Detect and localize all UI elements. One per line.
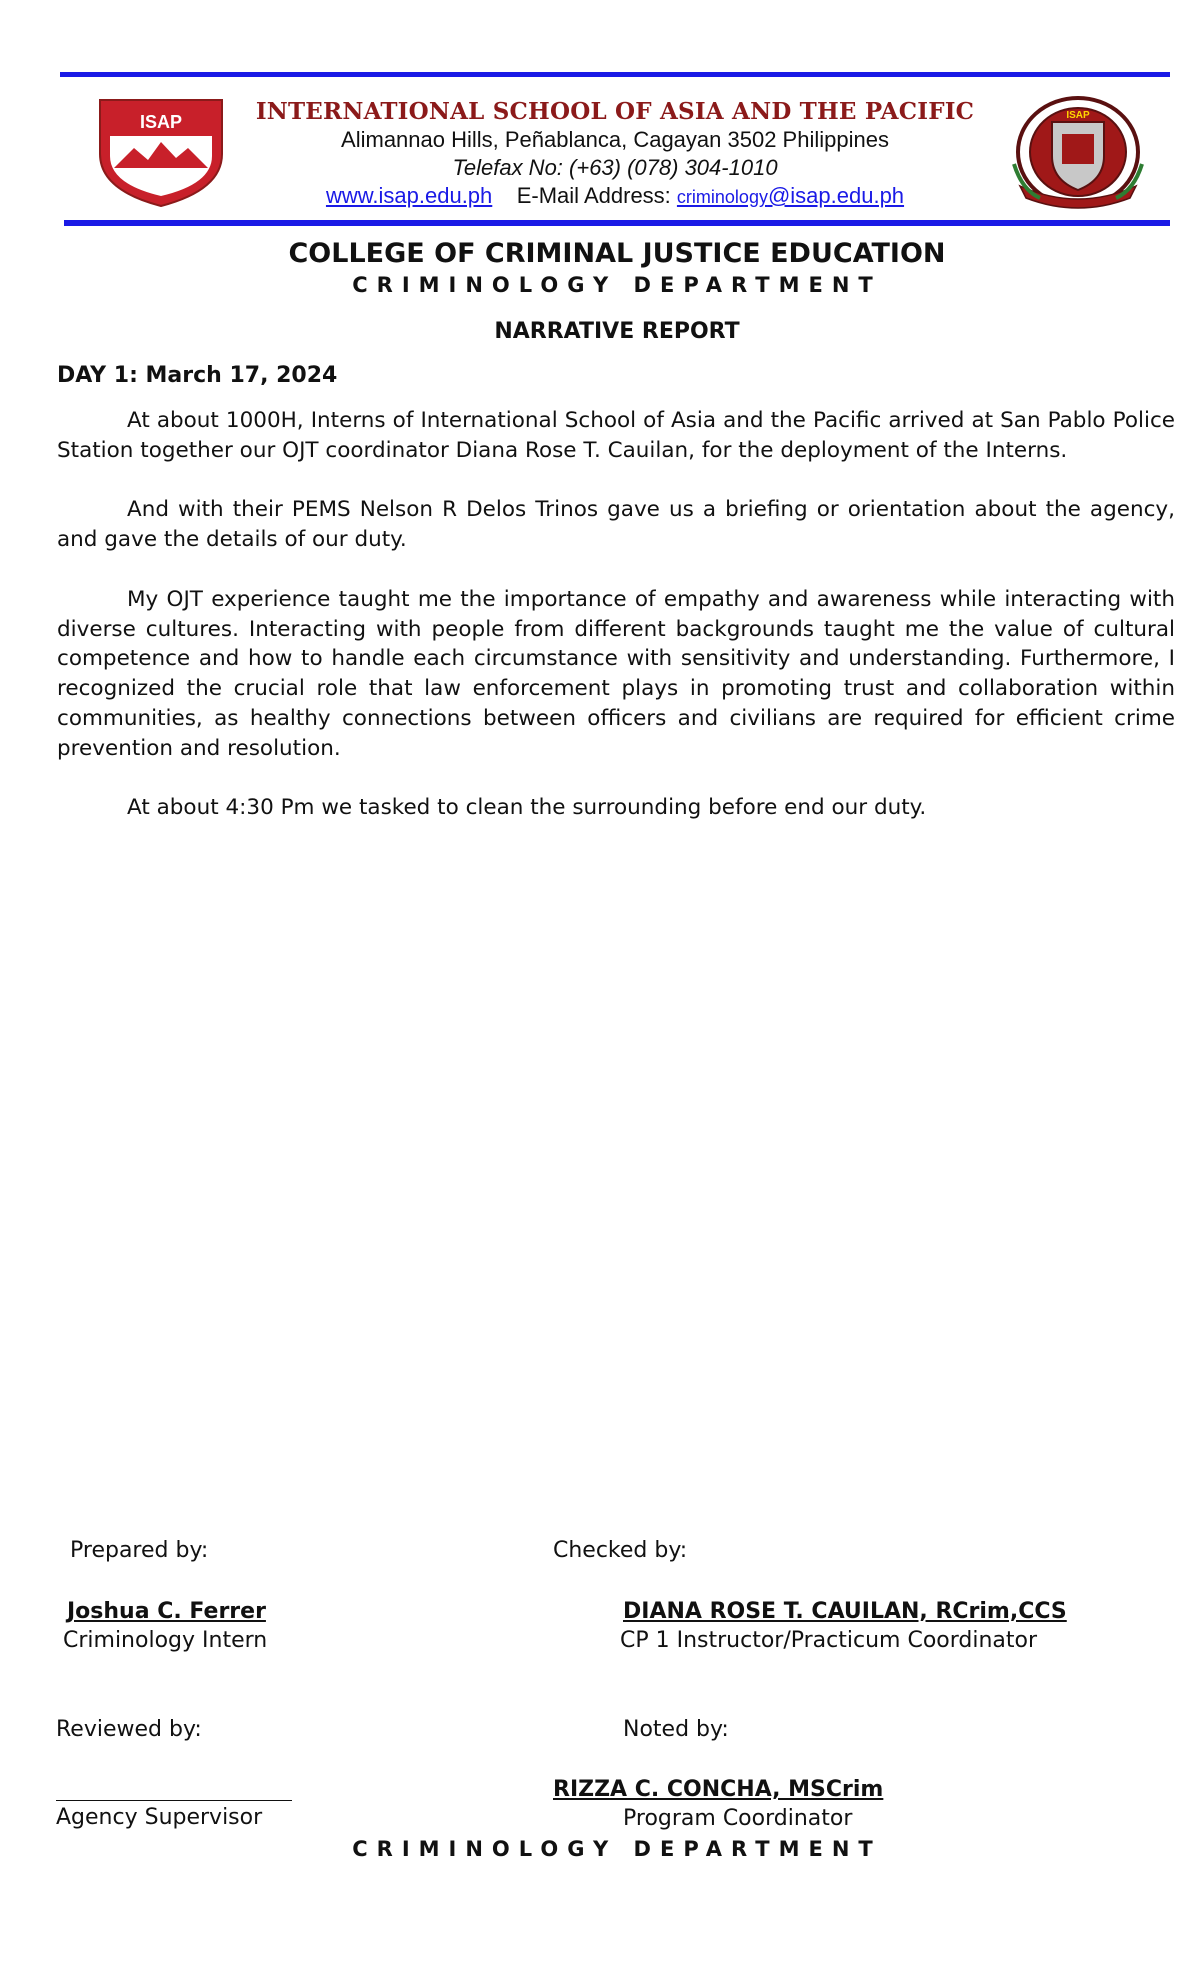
checked-by-name: DIANA ROSE T. CAUILAN, RCrim,CCS xyxy=(623,1599,1067,1624)
noted-by-name: RIZZA C. CONCHA, MSCrim xyxy=(553,1777,884,1802)
paragraph: At about 4:30 Pm we tasked to clean the surrounding before end our duty. xyxy=(127,795,927,821)
isap-shield-logo xyxy=(88,96,234,208)
noted-by-role: Program Coordinator xyxy=(623,1806,853,1831)
footer-department-title: CRIMINOLOGY DEPARTMENT xyxy=(352,1837,882,1861)
email-label: E-Mail Address: xyxy=(516,183,671,208)
day-date-line: DAY 1: March 17, 2024 xyxy=(57,363,338,388)
isap-logo-text: ISAP xyxy=(139,112,183,132)
prepared-by-label: Prepared by: xyxy=(70,1538,209,1563)
checked-by-label: Checked by: xyxy=(553,1538,688,1563)
school-telefax: Telefax No: (+63) (078) 304-1010 xyxy=(452,155,778,180)
criminal-justice-seal-logo xyxy=(1000,94,1156,210)
reviewed-by-role: Agency Supervisor xyxy=(56,1805,263,1830)
school-address: Alimannao Hills, Peñablanca, Cagayan 3502 Philippines xyxy=(341,127,889,152)
narrative-body xyxy=(57,406,1175,853)
report-title: NARRATIVE REPORT xyxy=(494,319,740,344)
seal-text: ISAP xyxy=(1066,110,1090,121)
prepared-by-role: Criminology Intern xyxy=(63,1628,268,1653)
email-domain: @isap.edu.ph xyxy=(767,183,905,208)
letterhead xyxy=(240,98,990,211)
email-link[interactable] xyxy=(677,183,904,208)
school-contact-line xyxy=(240,182,990,211)
noted-by-label: Noted by: xyxy=(623,1717,729,1742)
checked-by-role: CP 1 Instructor/Practicum Coordinator xyxy=(620,1628,1038,1653)
college-title: COLLEGE OF CRIMINAL JUSTICE EDUCATION xyxy=(288,238,946,269)
header-bottom-rule xyxy=(64,220,1170,226)
paragraph: At about 1000H, Interns of International School of Asia and the Pacific arrived at San Pablo Police Station together our OJT coordinator Diana Rose T. Cauilan, for the deployment of the Interns. xyxy=(57,408,1175,463)
prepared-by-name: Joshua C. Ferrer xyxy=(67,1599,266,1624)
paragraph: My OJT experience taught me the importance of empathy and awareness while interacting with diverse cultures. Interacting with people from different backgrounds taught me the value of cultural competence and how to handle each circumstance with sensitivity and understanding. Furthermore, I recognized the crucial role that law enforcement plays in promoting trust and collaboration within communities, as healthy connections between officers and civilians are required for efficient crime prevention and resolution. xyxy=(57,586,1175,761)
email-user: criminology xyxy=(676,187,768,207)
department-title: CRIMINOLOGY DEPARTMENT xyxy=(352,273,882,297)
website-link[interactable]: www.isap.edu.ph xyxy=(325,183,493,208)
reviewed-by-label: Reviewed by: xyxy=(56,1717,202,1742)
header-top-rule xyxy=(60,72,1170,77)
school-name: INTERNATIONAL SCHOOL OF ASIA AND THE PACIFIC xyxy=(255,98,975,125)
paragraph: And with their PEMS Nelson R Delos Trinos gave us a briefing or orientation about the agency, and gave the details of our duty. xyxy=(57,497,1175,553)
